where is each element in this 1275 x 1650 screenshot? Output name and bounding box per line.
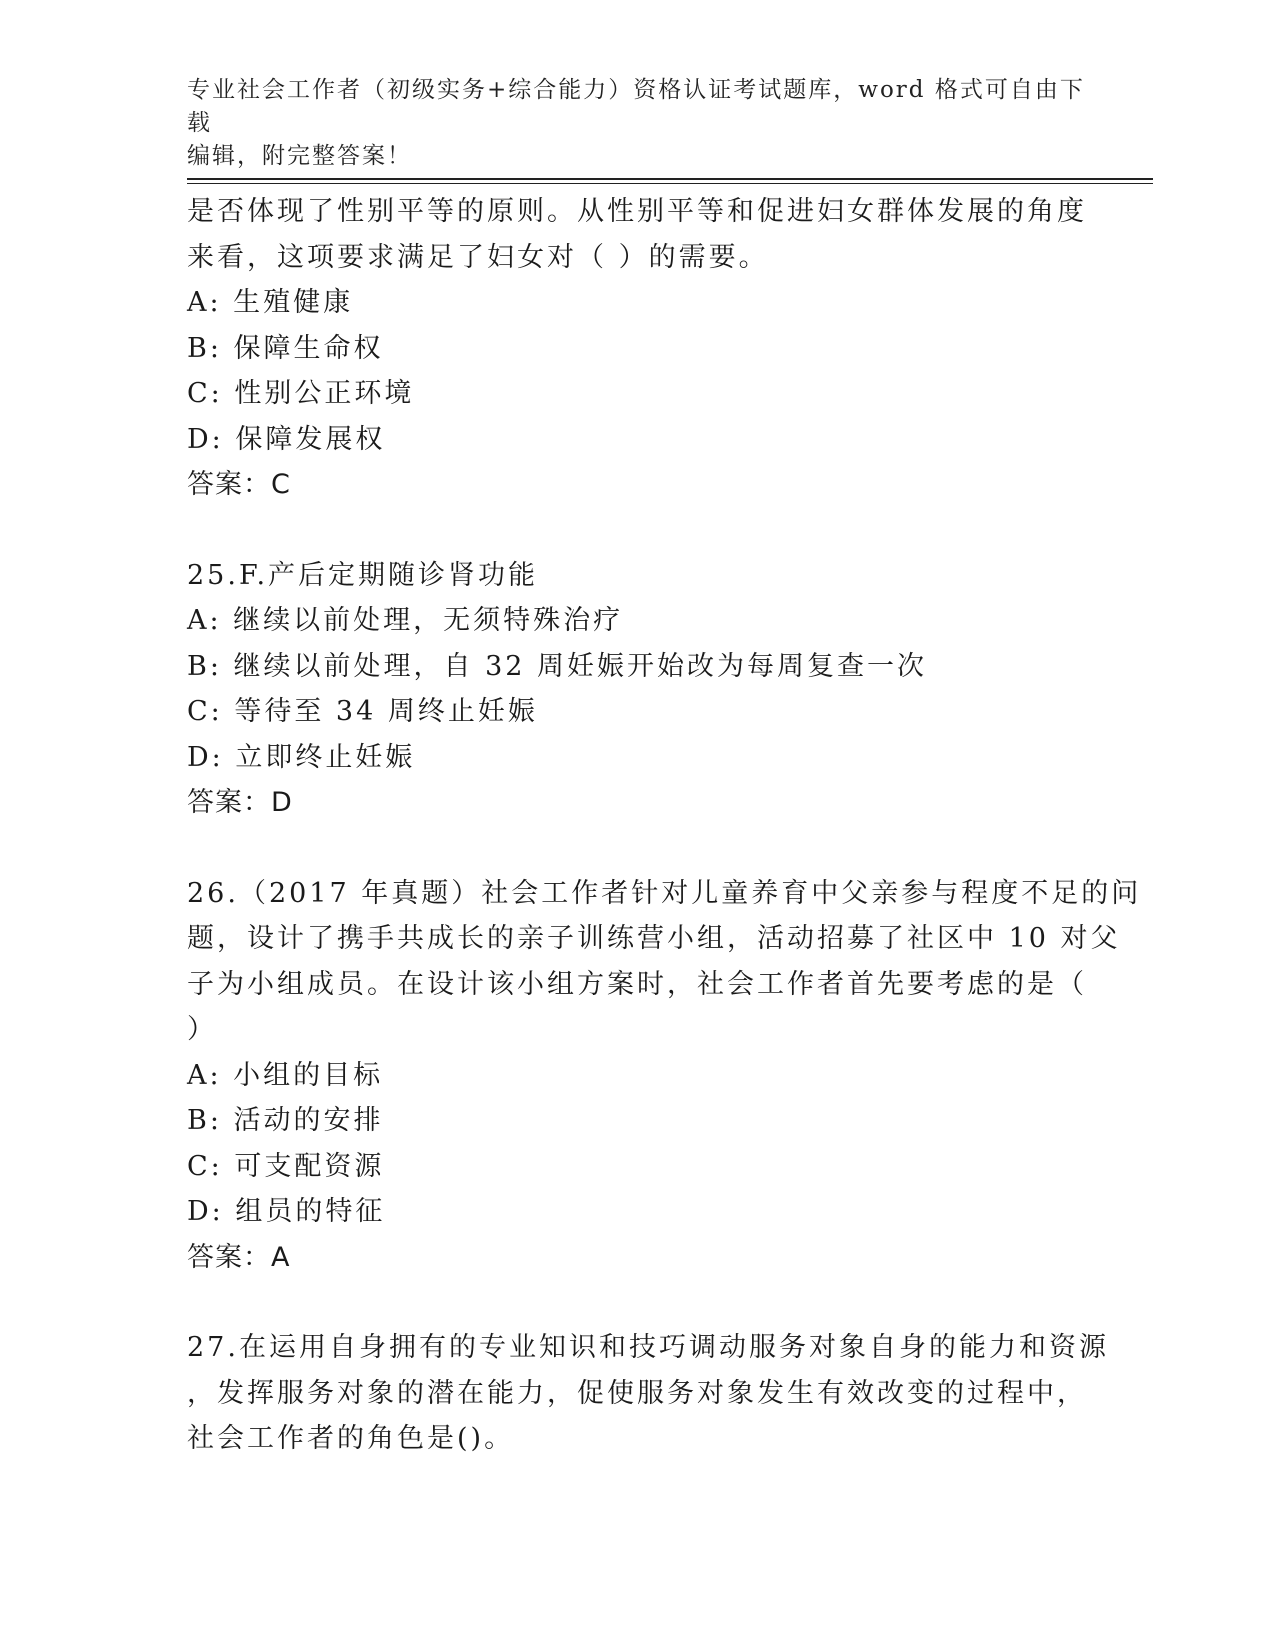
question-stem-line: 子为小组成员。在设计该小组方案时，社会工作者首先要考虑的是（ <box>187 968 1087 1000</box>
question-stem-line: 27.在运用自身拥有的专业知识和技巧调动服务对象自身的能力和资源 <box>187 1332 1109 1363</box>
option-b: B: 保障生命权 <box>187 332 384 364</box>
page-content <box>187 189 1142 1462</box>
question-stem-line: 来看，这项要求满足了妇女对（ ）的需要。 <box>187 241 769 273</box>
option-b: B: 继续以前处理，自 32 周妊娠开始改为每周复查一次 <box>187 650 928 682</box>
question-spacer <box>187 508 1087 553</box>
question-24 <box>187 189 1087 508</box>
option-c: C: 性别公正环境 <box>187 378 415 409</box>
header-line-1: 专业社会工作者（初级实务+综合能力）资格认证考试题库，word 格式可自由下载 <box>187 77 1085 136</box>
option-d: D: 保障发展权 <box>187 423 386 455</box>
question-stem-line: 26.（2017 年真题）社会工作者针对儿童养育中父亲参与程度不足的问 <box>187 877 1142 909</box>
header-rule-thick <box>187 178 1153 180</box>
header-line-2: 编辑，附完整答案！ <box>187 143 412 169</box>
option-d: D: 组员的特征 <box>187 1196 386 1227</box>
question-26 <box>187 871 1142 1281</box>
header-rule-thin <box>187 183 1153 184</box>
answer-line: 答案：C <box>187 469 291 500</box>
question-27 <box>187 1325 1109 1462</box>
question-stem-line: 是否体现了性别平等的原则。从性别平等和促进妇女群体发展的角度 <box>187 196 1087 227</box>
question-stem-line: ，发挥服务对象的潜在能力，促使服务对象发生有效改变的过程中， <box>187 1377 1087 1409</box>
option-b: B: 活动的安排 <box>187 1105 384 1136</box>
page-header <box>187 74 1087 173</box>
option-c: C: 可支配资源 <box>187 1150 385 1182</box>
question-stem-line: ） <box>187 1014 217 1045</box>
answer-line: 答案：A <box>187 1241 291 1273</box>
question-25 <box>187 553 1087 826</box>
question-stem-line: 题，设计了携手共成长的亲子训练营小组，活动招募了社区中 10 对父 <box>187 923 1121 954</box>
question-stem-line: 25.F.产后定期随诊肾功能 <box>187 559 539 591</box>
option-a: A: 小组的目标 <box>187 1059 384 1091</box>
question-spacer <box>187 826 1087 871</box>
option-a: A: 继续以前处理，无须特殊治疗 <box>187 605 624 636</box>
question-spacer <box>187 1280 1087 1325</box>
option-a: A: 生殖健康 <box>187 287 354 318</box>
option-c: C: 等待至 34 周终止妊娠 <box>187 696 538 727</box>
option-d: D: 立即终止妊娠 <box>187 741 416 773</box>
answer-line: 答案：D <box>187 787 293 818</box>
question-stem-line: 社会工作者的角色是()。 <box>187 1423 515 1454</box>
